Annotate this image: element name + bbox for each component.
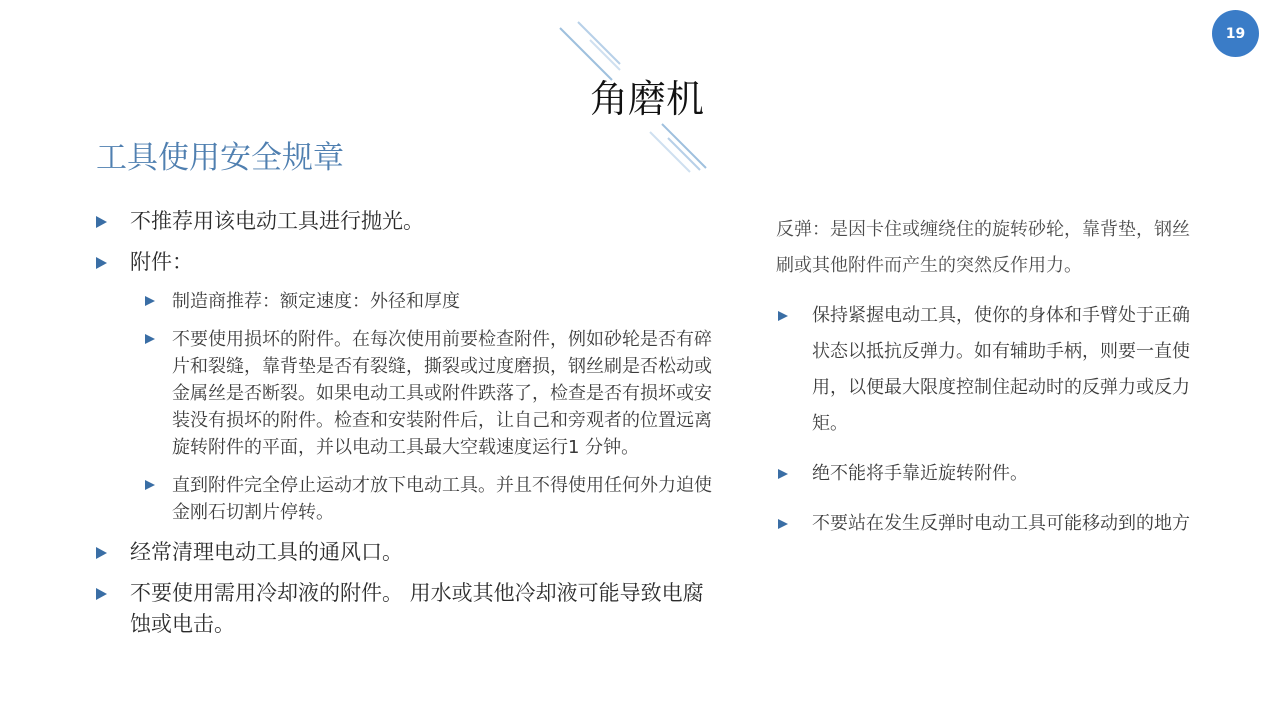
bullet-text: 经常清理电动工具的通风口。 [130,540,403,564]
bullet-text: 不要站在发生反弹时电动工具可能移动到的地方 [812,513,1190,534]
bullet-text: 附件： [130,250,193,274]
sub-bullet-item [96,326,716,461]
bullet-item [96,206,716,237]
bullet-arrow-icon [778,469,788,479]
bullet-text: 绝不能将手靠近旋转附件。 [812,463,1028,484]
bullet-arrow-icon [96,588,107,600]
bullet-arrow-icon [145,480,155,490]
kickback-definition: 反弹：是因卡住或缠绕住的旋转砂轮，靠背垫，钢丝刷或其他附件而产生的突然反作用力。 [776,219,1190,276]
bullet-text: 不要使用损坏的附件。在每次使用前要检查附件，例如砂轮是否有碎片和裂缝，靠背垫是否有裂缝，撕裂或过度磨损，钢丝刷是否松动或金属丝是否断裂。如果电动工具或附件跌落了，检查是否有损坏或安装没有损坏的附件。检查和安装附件后，让自己和旁观者的位置远离旋转附件的平面，并以电动工具最大空载速度运行1 分钟。 [172,329,712,458]
bullet-item [776,298,1206,442]
sub-bullet-item [96,472,716,526]
bullet-item [776,506,1206,542]
bullet-arrow-icon [778,311,788,321]
bullet-arrow-icon [96,547,107,559]
left-bullet-list [96,206,716,650]
right-content [776,212,1206,556]
bullet-text: 制造商推荐：额定速度：外径和厚度 [172,291,460,312]
bullet-item [96,578,716,640]
sub-bullet-item [96,288,716,315]
bullet-text: 不推荐用该电动工具进行抛光。 [130,209,424,233]
bullet-text: 直到附件完全停止运动才放下电动工具。并且不得使用任何外力迫使金刚石切割片停转。 [172,475,712,523]
bullet-arrow-icon [145,334,155,344]
bullet-item [776,456,1206,492]
slide-title: 角磨机 [590,77,705,121]
bullet-arrow-icon [778,519,788,529]
bullet-item [96,247,716,278]
bullet-arrow-icon [96,216,107,228]
bullet-item [96,537,716,568]
bullet-arrow-icon [96,257,107,269]
bullet-text: 不要使用需用冷却液的附件。 用水或其他冷却液可能导致电腐蚀或电击。 [130,581,704,636]
section-title: 工具使用安全规章 [96,140,344,176]
bullet-arrow-icon [145,296,155,306]
bullet-text: 保持紧握电动工具，使你的身体和手臂处于正确状态以抵抗反弹力。如有辅助手柄，则要一直使用，以便最大限度控制住起动时的反弹力或反力矩。 [812,305,1190,434]
page-number-badge: 19 [1212,10,1259,57]
